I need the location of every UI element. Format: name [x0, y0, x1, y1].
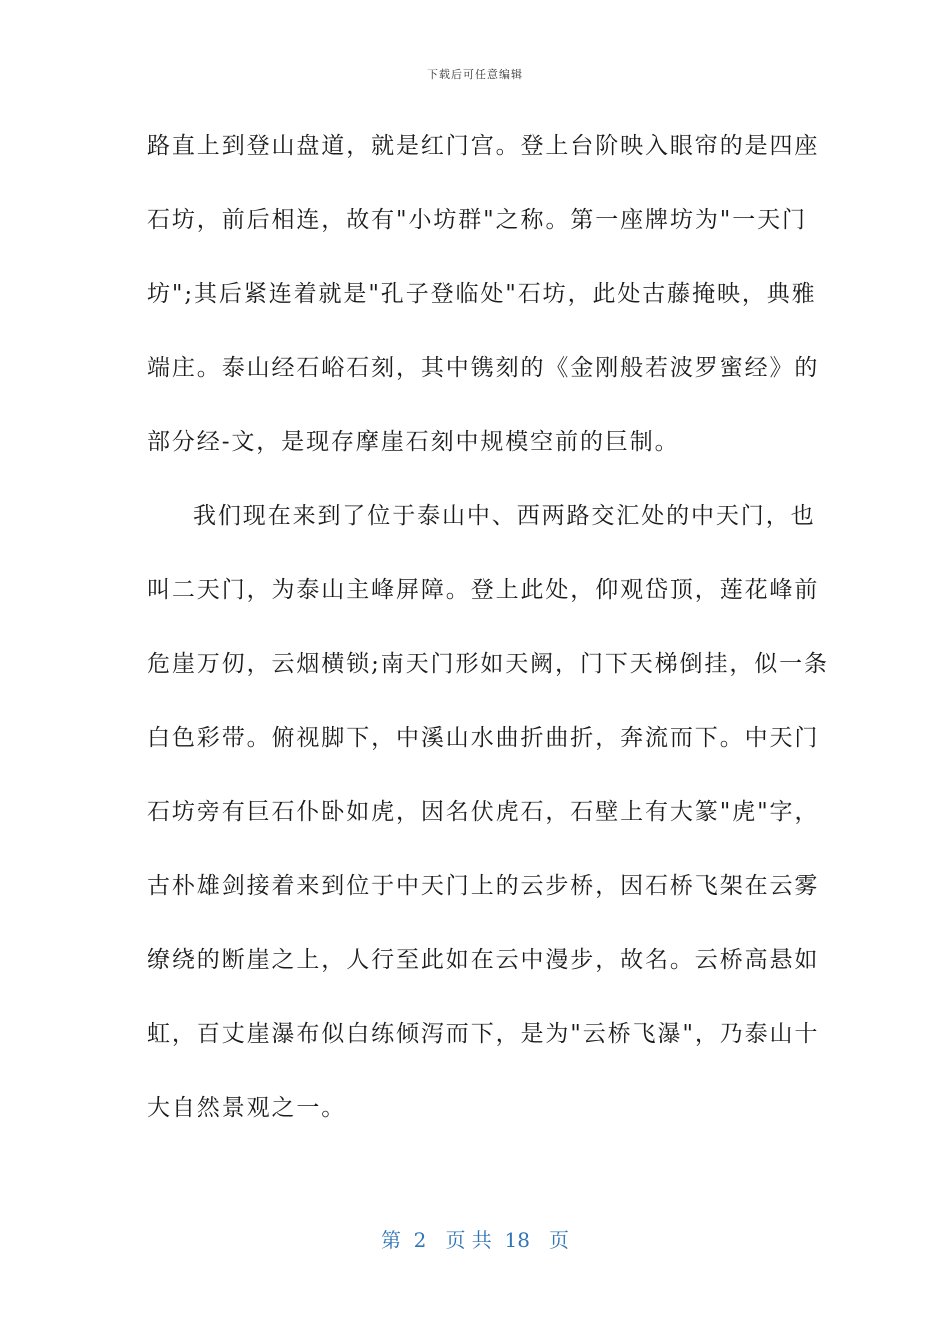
- page-header: 下载后可任意编辑: [427, 68, 523, 81]
- text-line: 虹，百丈崖瀑布似白练倾泻而下，是为"云桥飞瀑"，乃泰山十: [147, 1021, 820, 1047]
- text-line: 白色彩带。俯视脚下，中溪山水曲折曲折，奔流而下。中天门: [147, 725, 820, 751]
- text-line: 我们现在来到了位于泰山中、西两路交汇处的中天门，也: [193, 503, 816, 529]
- text-line: 端庄。泰山经石峪石刻，其中镌刻的《金刚般若波罗蜜经》的: [147, 355, 820, 381]
- text-line: 石坊，前后相连，故有"小坊群"之称。第一座牌坊为"一天门: [147, 207, 807, 233]
- text-line: 部分经-文，是现存摩崖石刻中规模空前的巨制。: [147, 429, 680, 455]
- text-line: 缭绕的断崖之上，人行至此如在云中漫步，故名。云桥高悬如: [147, 947, 820, 973]
- paragraph-2: [147, 494, 829, 1160]
- text-line: 叫二天门，为泰山主峰屏障。登上此处，仰观岱顶，莲花峰前: [147, 577, 820, 603]
- text-line: 石坊旁有巨石仆卧如虎，因名伏虎石，石壁上有大篆"虎"字，: [147, 799, 820, 825]
- text-line: 古朴雄剑接着来到位于中天门上的云步桥，因石桥飞架在云雾: [147, 873, 820, 899]
- text-line: 路直上到登山盘道，就是红门宫。登上台阶映入眼帘的是四座: [147, 133, 820, 159]
- text-line: 危崖万仞，云烟横锁;南天门形如天阙，门下天梯倒挂，似一条: [147, 651, 829, 677]
- text-line: 大自然景观之一。: [147, 1095, 347, 1121]
- text-line: 坊";其后紧连着就是"孔子登临处"石坊，此处古藤掩映，典雅: [147, 281, 817, 307]
- page-number-footer: 第 2 页 共 18 页: [380, 1228, 570, 1252]
- document-body: [147, 124, 829, 1160]
- paragraph-1: [147, 124, 820, 494]
